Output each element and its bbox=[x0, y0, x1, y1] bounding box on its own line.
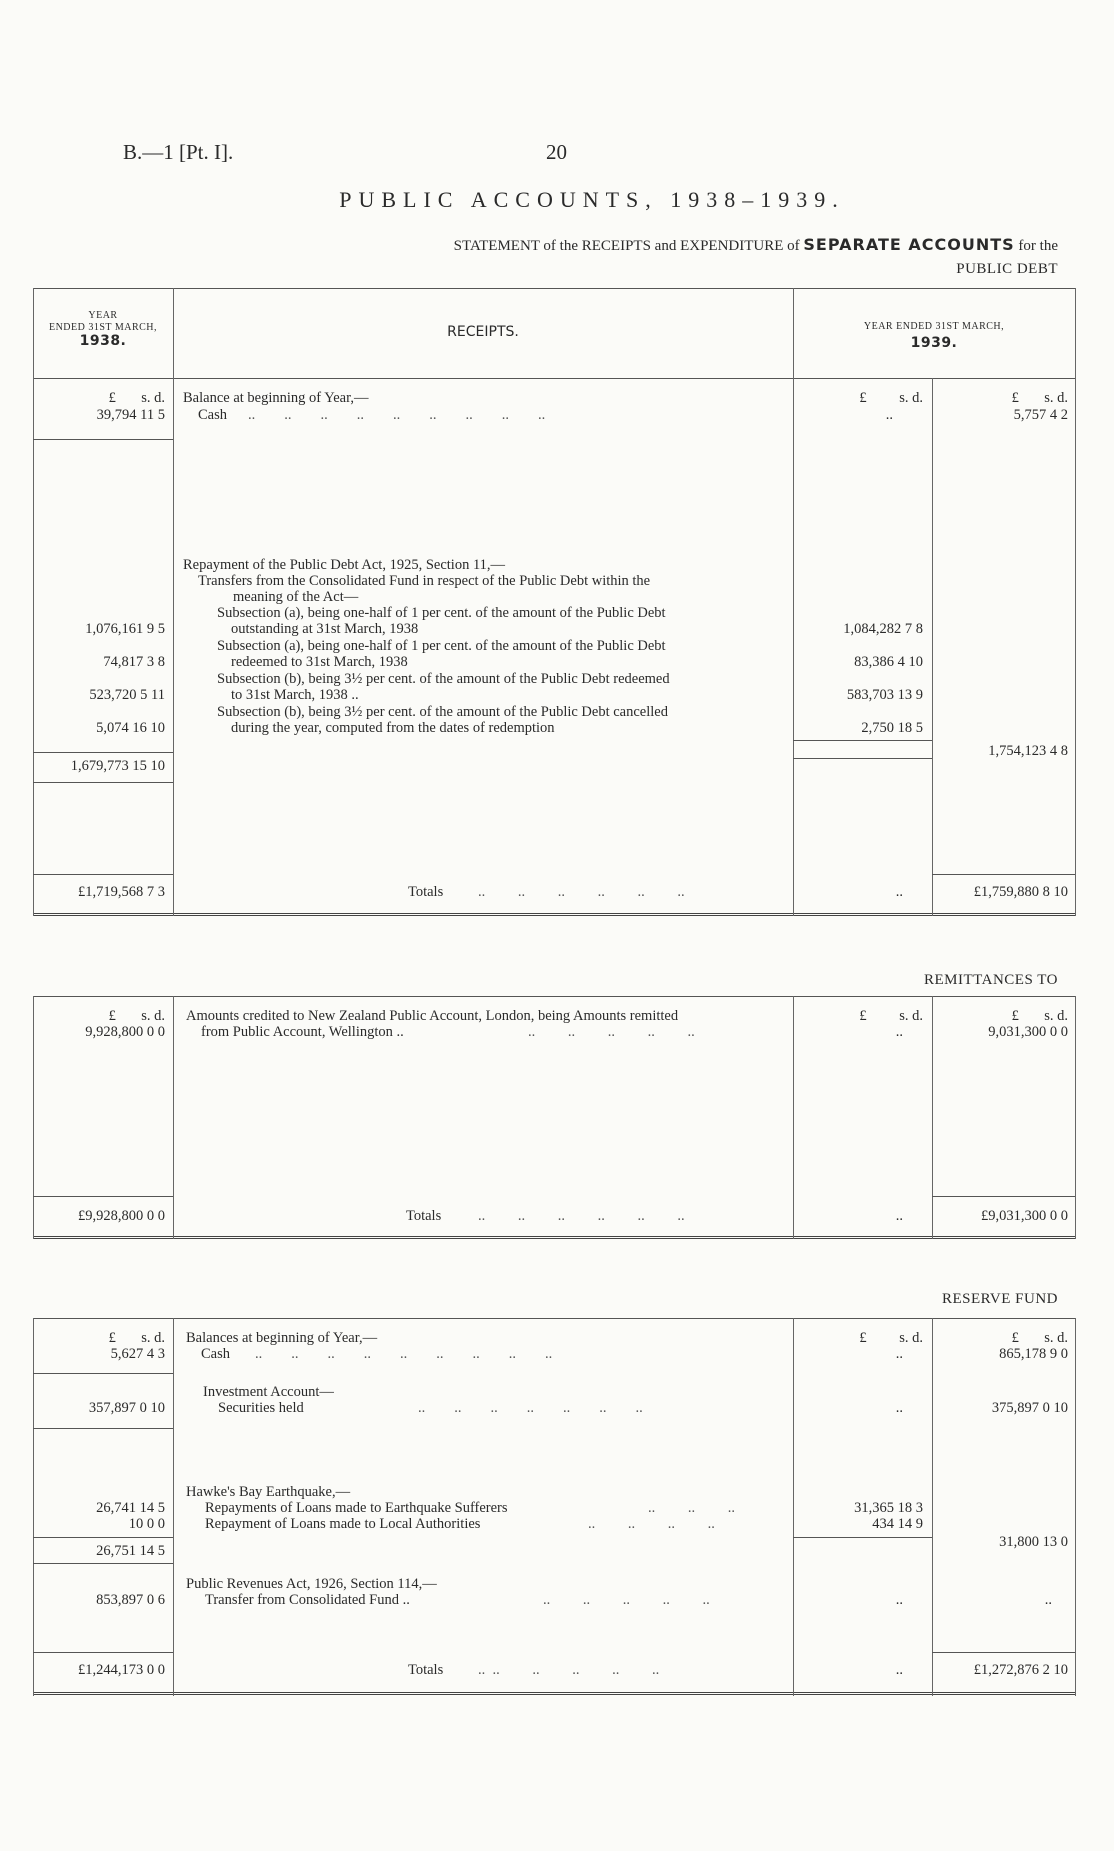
remittance-line1: Amounts credited to New Zealand Public Account, London, being Amounts remitted bbox=[186, 1008, 679, 1024]
public-debt-total-1939: £1,759,880 8 10 bbox=[973, 884, 1068, 900]
remittances-label: REMITTANCES TO bbox=[923, 972, 1058, 988]
remittance-1939-value: 9,031,300 0 0 bbox=[988, 1024, 1068, 1040]
statement-heading bbox=[454, 235, 1058, 255]
revenues-heading: Public Revenues Act, 1926, Section 114,— bbox=[186, 1576, 437, 1592]
col-header-1939 bbox=[793, 318, 1075, 352]
col-header-1938-line1: YEAR bbox=[88, 310, 118, 321]
d-unit: d. bbox=[154, 390, 165, 406]
reserve-fund-table bbox=[33, 1318, 1076, 1698]
s-unit: s. bbox=[899, 1008, 909, 1024]
leader-dots: .. .. .. .. .. .. bbox=[478, 884, 685, 900]
subsection-row-2-1939: 83,386 4 10 bbox=[854, 654, 923, 670]
subsection-row-3-line1: Subsection (b), being 3½ per cent. of the amount of the Public Debt redeemed bbox=[217, 671, 670, 687]
s-unit: s. bbox=[141, 390, 151, 406]
units-1939-outer bbox=[932, 390, 1068, 407]
s-unit: s. bbox=[899, 1330, 909, 1346]
pound-unit: £ bbox=[108, 1008, 116, 1024]
pound-unit: £ bbox=[108, 390, 116, 406]
s-unit: s. bbox=[141, 1008, 151, 1024]
reserve-total-1938: £1,244,173 0 0 bbox=[78, 1662, 165, 1678]
reserve-totals-label: Totals bbox=[408, 1662, 444, 1678]
units-1939-outer bbox=[932, 1330, 1068, 1347]
subsection-row-1-line2: outstanding at 31st March, 1938 bbox=[231, 621, 419, 637]
leader-dots: .. .. .. .. .. .. .. .. .. bbox=[255, 1346, 553, 1362]
s-unit: s. bbox=[1044, 1330, 1054, 1346]
d-unit: d. bbox=[154, 1330, 165, 1346]
remittance-line2: from Public Account, Wellington .. bbox=[201, 1024, 404, 1040]
transfer-label: Transfer from Consolidated Fund .. bbox=[205, 1592, 410, 1608]
s-unit: s. bbox=[899, 390, 909, 406]
reserve-balances-heading: Balances at beginning of Year,— bbox=[186, 1330, 378, 1346]
leader-dots: .. .. .. .. .. .. .. bbox=[418, 1400, 643, 1416]
loans-sufferers-1939: 31,365 18 3 bbox=[854, 1500, 923, 1516]
securities-1938: 357,897 0 10 bbox=[88, 1400, 165, 1416]
remittance-total-inner: .. bbox=[895, 1208, 903, 1224]
remittance-totals-label: Totals bbox=[406, 1208, 442, 1224]
leader-dots: .. .. .. bbox=[648, 1500, 735, 1516]
public-debt-label: PUBLIC DEBT bbox=[956, 261, 1058, 277]
units-1939-inner bbox=[793, 1330, 923, 1347]
units-1939-inner bbox=[793, 1008, 923, 1025]
pound-unit: £ bbox=[1011, 1330, 1019, 1346]
subsection-row-2-line2: redeemed to 31st March, 1938 bbox=[231, 654, 408, 670]
transfer-inner: .. bbox=[895, 1592, 903, 1608]
transfers-line2: meaning of the Act— bbox=[233, 589, 359, 605]
reserve-cash-1939: 865,178 9 0 bbox=[999, 1346, 1068, 1362]
reserve-fund-label: RESERVE FUND bbox=[941, 1291, 1058, 1307]
public-debt-table bbox=[33, 288, 1076, 918]
document-reference: B.—1 [Pt. I]. bbox=[123, 140, 234, 164]
d-unit: d. bbox=[1057, 1330, 1068, 1346]
loans-sufferers-label: Repayments of Loans made to Earthquake Sufferers bbox=[205, 1500, 508, 1516]
cash-1939-value: 5,757 4 2 bbox=[1013, 407, 1068, 423]
subsection-row-1-1938: 1,076,161 9 5 bbox=[85, 621, 165, 637]
col-header-1938 bbox=[33, 310, 173, 347]
hawkes-bay-heading: Hawke's Bay Earthquake,— bbox=[186, 1484, 351, 1500]
d-unit: d. bbox=[912, 1330, 923, 1346]
statement-bold: SEPARATE ACCOUNTS bbox=[803, 235, 1015, 254]
pound-unit: £ bbox=[859, 1330, 867, 1346]
subsection-row-4-1938: 5,074 16 10 bbox=[96, 720, 165, 736]
pound-unit: £ bbox=[859, 1008, 867, 1024]
leader-dots: .. .. .. .. bbox=[588, 1516, 715, 1532]
public-debt-total-1938: £1,719,568 7 3 bbox=[78, 884, 165, 900]
leader-dots: .. .. .. .. .. .. .. .. .. bbox=[248, 407, 546, 423]
subsection-row-3-1938: 523,720 5 11 bbox=[89, 687, 165, 703]
public-debt-subtotal-1939: 1,754,123 4 8 bbox=[988, 743, 1068, 759]
cash-1938-value: 39,794 11 5 bbox=[96, 407, 165, 423]
d-unit: d. bbox=[154, 1008, 165, 1024]
subsection-row-3-1939: 583,703 13 9 bbox=[846, 687, 923, 703]
page-number: 20 bbox=[546, 140, 567, 164]
col-header-1938-year: 1938. bbox=[79, 333, 127, 349]
subsection-row-1-line1: Subsection (a), being one-half of 1 per cent. of the amount of the Public Debt bbox=[217, 605, 666, 621]
balance-heading: Balance at beginning of Year,— bbox=[183, 390, 369, 406]
hawkes-subtotal-1938: 26,751 14 5 bbox=[96, 1543, 165, 1559]
d-unit: d. bbox=[912, 390, 923, 406]
subsection-row-2-1938: 74,817 3 8 bbox=[103, 654, 165, 670]
units-1939-outer bbox=[932, 1008, 1068, 1025]
public-debt-subtotal-1938: 1,679,773 15 10 bbox=[70, 758, 165, 774]
public-debt-totals-label: Totals bbox=[408, 884, 444, 900]
reserve-cash-1938: 5,627 4 3 bbox=[110, 1346, 165, 1362]
s-unit: s. bbox=[1044, 1008, 1054, 1024]
leader-dots: .. .. .. .. .. bbox=[543, 1592, 710, 1608]
statement-suffix: for the bbox=[1018, 238, 1058, 254]
transfer-1939: .. bbox=[1044, 1592, 1052, 1608]
remittance-total-1938: £9,928,800 0 0 bbox=[78, 1208, 165, 1224]
transfer-1938: 853,897 0 6 bbox=[96, 1592, 165, 1608]
investment-heading: Investment Account— bbox=[203, 1384, 334, 1400]
d-unit: d. bbox=[1057, 1008, 1068, 1024]
units-1939-inner bbox=[793, 390, 923, 407]
pound-unit: £ bbox=[108, 1330, 116, 1346]
reserve-cash-inner: .. bbox=[895, 1346, 903, 1362]
securities-label: Securities held bbox=[218, 1400, 304, 1416]
securities-1939: 375,897 0 10 bbox=[991, 1400, 1068, 1416]
col-header-1938-line2: ENDED 31ST MARCH, bbox=[48, 322, 158, 333]
remittance-1938-value: 9,928,800 0 0 bbox=[85, 1024, 165, 1040]
transfers-line1: Transfers from the Consolidated Fund in respect of the Public Debt within the bbox=[198, 573, 651, 589]
s-unit: s. bbox=[141, 1330, 151, 1346]
remittances-table bbox=[33, 996, 1076, 1241]
units-1938 bbox=[33, 1330, 165, 1347]
s-unit: s. bbox=[1044, 390, 1054, 406]
d-unit: d. bbox=[912, 1008, 923, 1024]
cash-1939-inner: .. bbox=[885, 407, 893, 423]
loans-local-1939: 434 14 9 bbox=[872, 1516, 923, 1532]
subsection-row-4-line2: during the year, computed from the dates of redemption bbox=[231, 720, 555, 736]
col-header-1939-year: 1939. bbox=[910, 335, 958, 351]
loans-local-1938: 10 0 0 bbox=[128, 1516, 165, 1532]
units-1938 bbox=[33, 390, 165, 407]
loans-local-label: Repayment of Loans made to Local Authorities bbox=[205, 1516, 481, 1532]
leader-dots: .. .. .. .. .. bbox=[528, 1024, 695, 1040]
subsection-row-4-1939: 2,750 18 5 bbox=[861, 720, 923, 736]
pound-unit: £ bbox=[859, 390, 867, 406]
pound-unit: £ bbox=[1011, 1008, 1019, 1024]
hawkes-subtotal-1939: 31,800 13 0 bbox=[999, 1534, 1068, 1550]
col-header-receipts: RECEIPTS. bbox=[447, 324, 519, 340]
subsection-row-2-line1: Subsection (a), being one-half of 1 per cent. of the amount of the Public Debt bbox=[217, 638, 666, 654]
subsection-row-4-line1: Subsection (b), being 3½ per cent. of the amount of the Public Debt cancelled bbox=[217, 704, 668, 720]
leader-dots: .. .. .. .. .. .. bbox=[478, 1208, 685, 1224]
statement-prefix: STATEMENT of the RECEIPTS and EXPENDITURE of bbox=[453, 238, 800, 254]
units-1938 bbox=[33, 1008, 165, 1025]
loans-sufferers-1938: 26,741 14 5 bbox=[96, 1500, 165, 1516]
cash-label: Cash bbox=[198, 407, 227, 423]
securities-inner: .. bbox=[895, 1400, 903, 1416]
pound-unit: £ bbox=[1011, 390, 1019, 406]
page-title: PUBLIC ACCOUNTS, 1938–1939. bbox=[339, 187, 845, 212]
remittance-total-1939: £9,031,300 0 0 bbox=[981, 1208, 1068, 1224]
subsection-row-3-line2: to 31st March, 1938 .. bbox=[231, 687, 359, 703]
public-debt-total-inner: .. bbox=[895, 884, 903, 900]
reserve-total-inner: .. bbox=[895, 1662, 903, 1678]
col-header-1939-line1: YEAR ENDED 31ST MARCH, bbox=[863, 321, 1005, 332]
leader-dots: .. .. .. .. .. .. bbox=[478, 1662, 660, 1678]
reserve-total-1939: £1,272,876 2 10 bbox=[973, 1662, 1068, 1678]
reserve-cash-label: Cash bbox=[201, 1346, 230, 1362]
repayment-heading: Repayment of the Public Debt Act, 1925, Section 11,— bbox=[183, 557, 506, 573]
subsection-row-1-1939: 1,084,282 7 8 bbox=[843, 621, 923, 637]
remittance-1939-inner: .. bbox=[895, 1024, 903, 1040]
d-unit: d. bbox=[1057, 390, 1068, 406]
